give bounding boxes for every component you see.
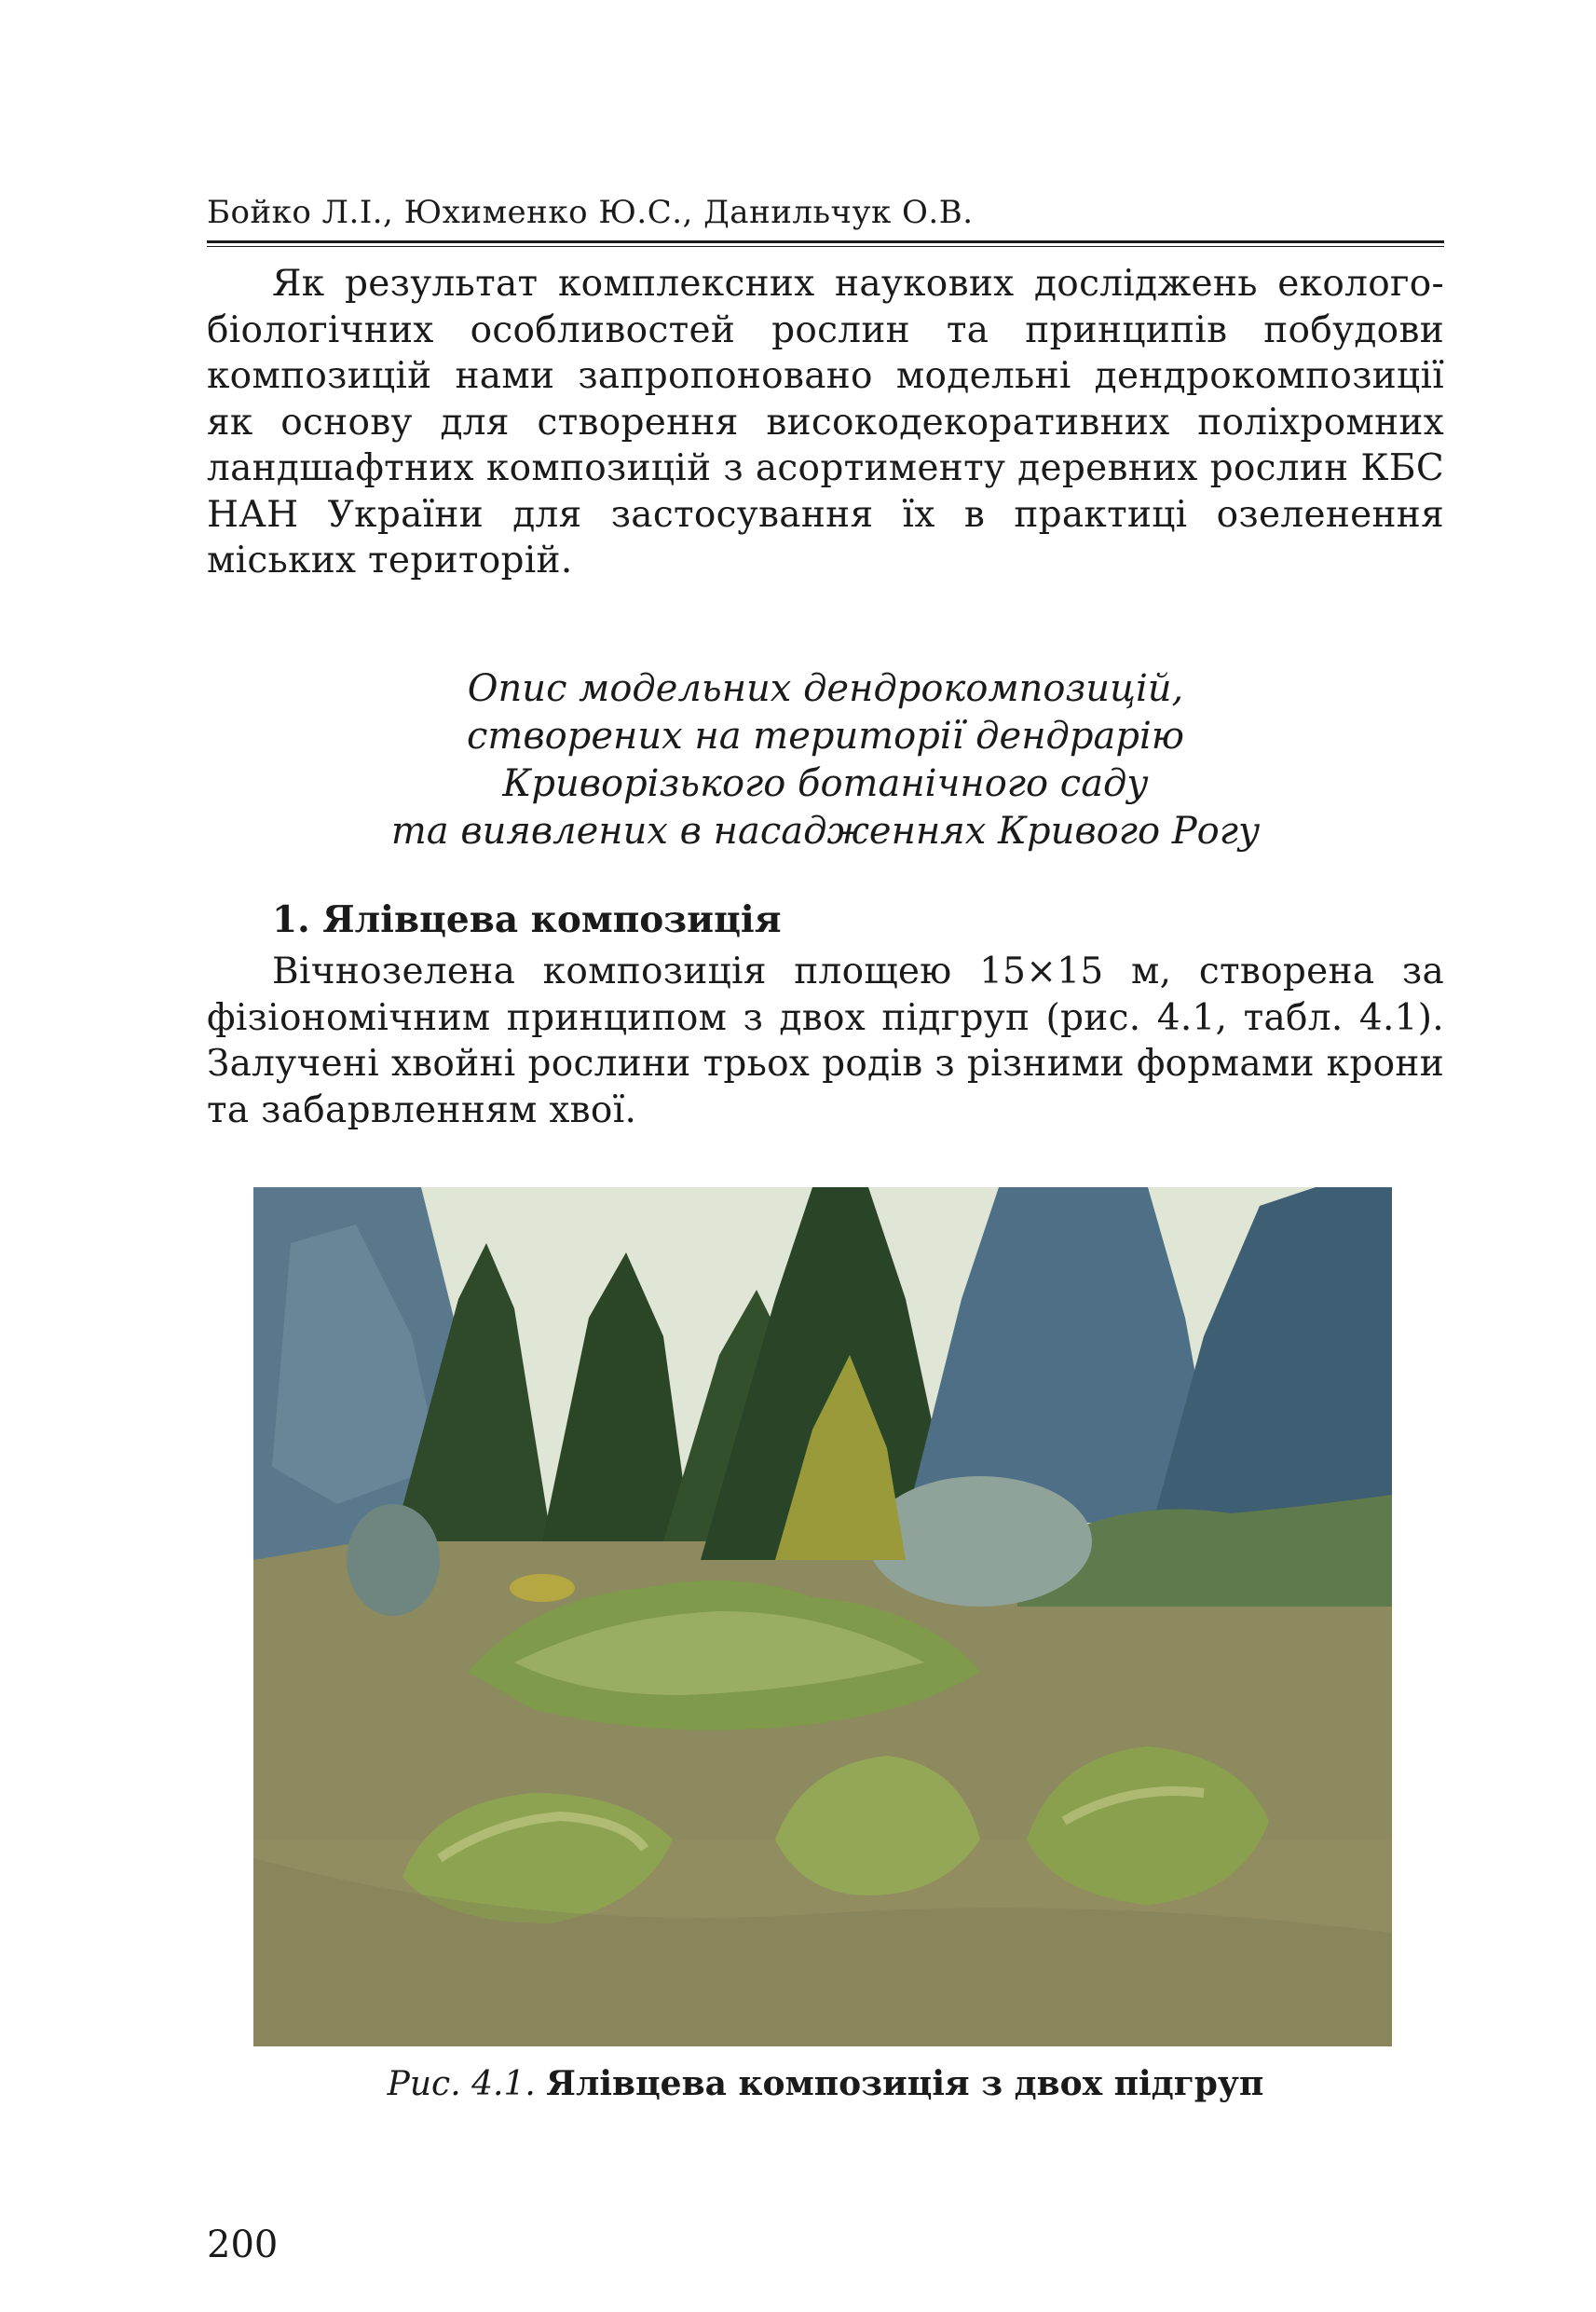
round-juniper-left	[347, 1504, 440, 1616]
section-subtitle	[207, 665, 1444, 855]
page-number: 200	[207, 2223, 279, 2266]
section-heading: 1. Ялівцева композиція	[272, 898, 782, 941]
subtitle-line: та виявлених в насадженнях Кривого Рогу	[390, 810, 1261, 853]
figure-caption-number: Рис. 4.1.	[387, 2065, 536, 2103]
subtitle-line: Криворізького ботанічного саду	[502, 762, 1149, 805]
header-rule-thin	[207, 246, 1444, 247]
subtitle-line: створених на території дендрарію	[467, 715, 1184, 758]
intro-paragraph: Як результат комплексних наукових досліджень еколого-біологічних особливостей рослин та принципів побудови композицій нами запропоновано модельні дендрокомпозиції як основу для створення високодекоративних поліхромних ландшафтних композицій з асортименту деревних рослин КБС НАН України для застосування їх в практиці озеленення міських територій.	[207, 263, 1444, 581]
header-rule-thick	[207, 240, 1444, 243]
juniper-composition-illustration	[253, 1187, 1392, 2046]
running-header-authors: Бойко Л.І., Юхименко Ю.С., Данильчук О.В.	[207, 194, 974, 231]
figure-caption-text: Ялівцева композиція з двох підгруп	[546, 2064, 1264, 2103]
figure-photo-juniper-composition	[253, 1187, 1392, 2046]
subtitle-line: Опис модельних дендрокомпозицій,	[467, 667, 1184, 710]
figure-caption	[207, 2061, 1444, 2107]
section-paragraph: Вічнозелена композиція площею 15×15 м, створена за фізіономічним принципом з двох підгруп (рис. 4.1, табл. 4.1). Залучені хвойні рослини трьох родів з різними формами крони та забарвленням хвої.	[207, 951, 1444, 1131]
